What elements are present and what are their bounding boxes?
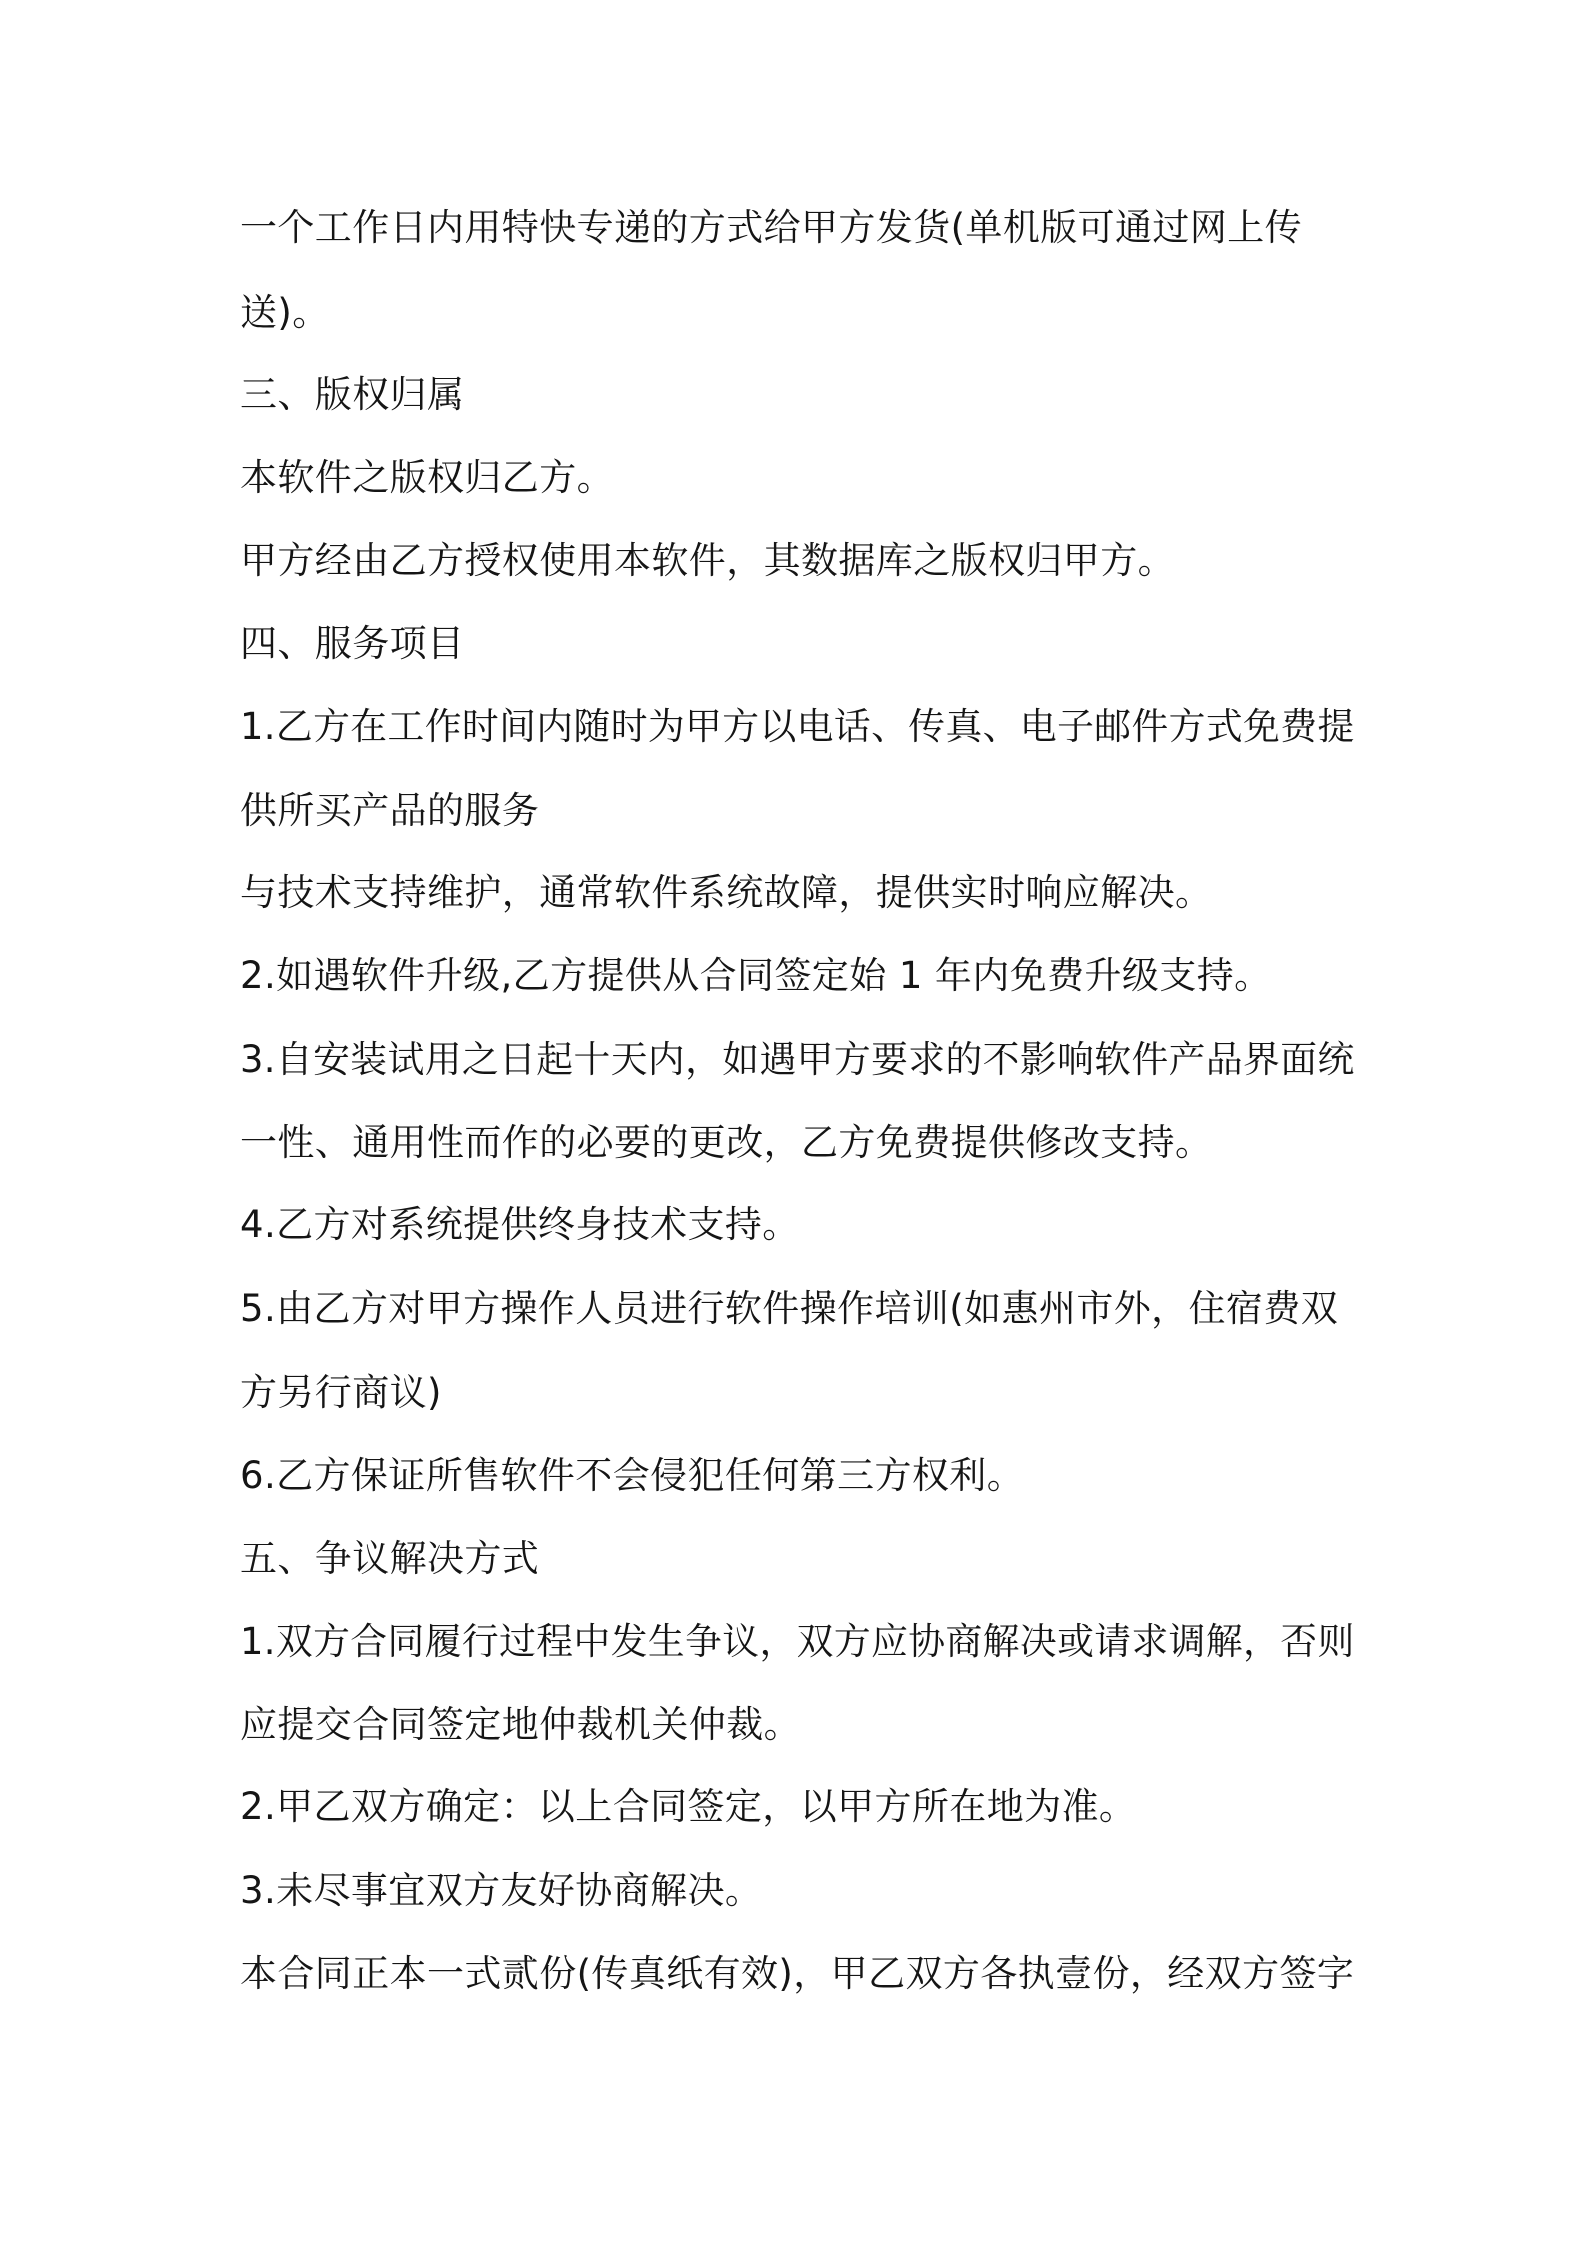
text-line-7: 1.乙方在工作时间内随时为甲方以电话、传真、电子邮件方式免费提 [240,705,1355,748]
text-line-19: 应提交合同签定地仲裁机关仲裁。 [240,1703,801,1746]
text-line-4: 本软件之版权归乙方。 [240,456,614,499]
text-line-18: 1.双方合同履行过程中发生争议，双方应协商解决或请求调解，否则 [240,1620,1355,1663]
section-heading-dispute: 五、争议解决方式 [240,1537,540,1580]
text-line-12: 一性、通用性而作的必要的更改，乙方免费提供修改支持。 [240,1121,1213,1164]
text-line-16: 6.乙方保证所售软件不会侵犯任何第三方权利。 [240,1454,1025,1497]
text-line-13: 4.乙方对系统提供终身技术支持。 [240,1203,800,1246]
text-line-8: 供所买产品的服务 [240,789,540,832]
text-line-15: 方另行商议) [240,1371,442,1414]
text-line-2: 送)。 [240,291,330,334]
text-line-10: 2.如遇软件升级,乙方提供从合同签定始 1 年内免费升级支持。 [240,954,1272,997]
text-line-5: 甲方经由乙方授权使用本软件，其数据库之版权归甲方。 [240,539,1175,582]
text-line-11: 3.自安装试用之日起十天内，如遇甲方要求的不影响软件产品界面统 [240,1038,1355,1081]
text-line-9: 与技术支持维护，通常软件系统故障，提供实时响应解决。 [240,871,1213,914]
text-line-14: 5.由乙方对甲方操作人员进行软件操作培训(如惠州市外，住宿费双 [240,1287,1339,1330]
text-line-21: 3.未尽事宜双方友好协商解决。 [240,1869,763,1912]
text-line-1: 一个工作日内用特快专递的方式给甲方发货(单机版可通过网上传 [240,206,1303,249]
section-heading-services: 四、服务项目 [240,622,465,665]
text-line-20: 2.甲乙双方确定：以上合同签定，以甲方所在地为准。 [240,1785,1137,1828]
section-heading-copyright: 三、版权归属 [240,373,465,416]
text-line-22: 本合同正本一式贰份(传真纸有效)，甲乙双方各执壹份，经双方签字 [240,1952,1355,1995]
